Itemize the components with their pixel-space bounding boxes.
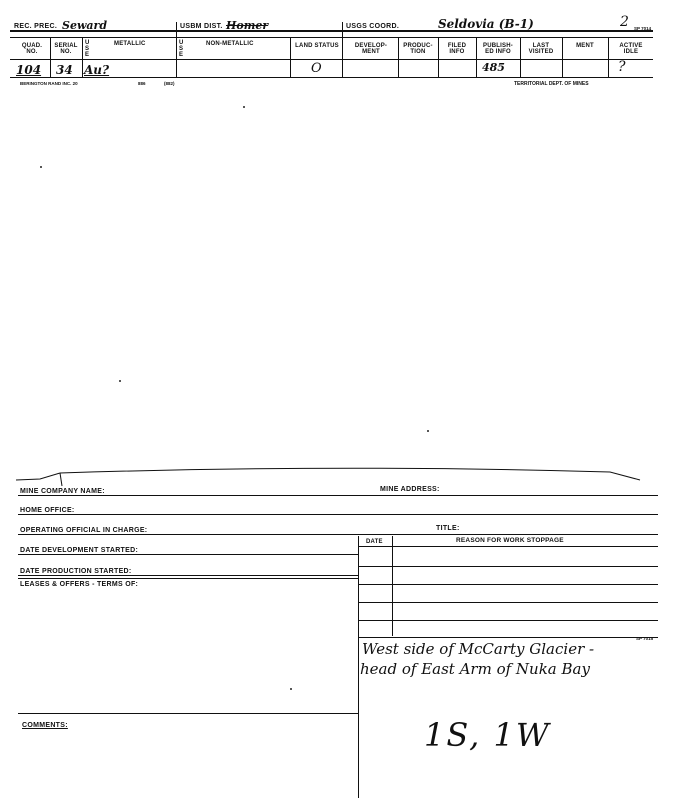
col-last-visited: LAST VISITED <box>528 43 554 55</box>
usbm-dist-label: USBM DIST. <box>180 23 223 30</box>
table-row-1 <box>358 566 658 567</box>
row-land-status: O <box>311 61 322 76</box>
speck <box>119 380 121 382</box>
col-use-2: U S E <box>179 40 184 58</box>
col-active-idle: ACTIVE IDLE <box>619 43 643 55</box>
speck <box>290 688 292 690</box>
rule-date-dev <box>18 554 358 555</box>
table-date-col <box>392 536 393 636</box>
home-office-label: HOME OFFICE: <box>20 507 75 514</box>
table-row-3 <box>358 602 658 603</box>
col-production: PRODUC- TION <box>403 43 433 55</box>
reason-column-header: REASON FOR WORK STOPPAGE <box>456 537 564 544</box>
operating-official-label: OPERATING OFFICIAL IN CHARGE: <box>20 527 148 534</box>
header-divider <box>10 37 653 38</box>
rule-leases <box>18 578 358 579</box>
card-number: 2 <box>620 14 629 30</box>
table-left-edge <box>358 536 359 798</box>
date-production-label: DATE PRODUCTION STARTED: <box>20 568 132 575</box>
top-footer-code-1: 886 <box>138 81 146 86</box>
table-row-4 <box>358 620 658 621</box>
township-range: 1S, 1W <box>424 716 551 754</box>
col-non-metallic: NON-METALLIC <box>206 41 254 47</box>
speck <box>427 430 429 432</box>
vrule-production <box>398 38 399 77</box>
col-development: DEVELOP- MENT <box>354 43 388 55</box>
col-serial-no: SERIAL NO. <box>54 43 78 55</box>
vrule-quad-serial <box>50 38 51 77</box>
date-development-label: DATE DEVELOPMENT STARTED: <box>20 547 139 554</box>
speck <box>40 166 42 168</box>
card-top-edge <box>0 466 678 490</box>
vrule-metallic-nonmetallic <box>176 22 177 77</box>
row-bottom-rule <box>10 77 653 78</box>
rule-home <box>18 514 658 515</box>
col-filed-info: FILED INFO <box>447 43 467 55</box>
title-label: TITLE: <box>436 525 460 532</box>
row-quad: 104 <box>16 63 42 77</box>
vrule-published <box>476 38 477 77</box>
vrule-usgs <box>342 22 343 77</box>
vrule-serial-metallic <box>82 38 83 77</box>
location-line-2: head of East Arm of Nuka Bay <box>360 660 590 678</box>
rec-prec-value: Seward <box>62 19 108 32</box>
top-footer-left: BERINGTON RAND INC. 20 <box>20 81 78 86</box>
table-row-2 <box>358 584 658 585</box>
date-column-header: DATE <box>366 539 383 545</box>
row-serial: 34 <box>56 63 73 77</box>
top-form-no: SP 7014 <box>634 26 652 31</box>
col-ment: MENT <box>576 43 594 49</box>
vrule-land-status <box>290 38 291 77</box>
rec-prec-label: REC. PREC. <box>14 23 58 30</box>
table-header-rule <box>358 546 658 547</box>
top-footer-code-2: (882) <box>164 81 175 86</box>
usgs-coord-label: USGS COORD. <box>346 23 400 30</box>
col-quad-no: QUAD. NO. <box>21 43 43 55</box>
leases-offers-label: LEASES & OFFERS - TERMS OF: <box>20 581 139 588</box>
row-published-info: 485 <box>482 61 505 74</box>
vrule-active <box>608 38 609 77</box>
rule-company <box>18 495 658 496</box>
row-metallic: Au? <box>84 63 110 77</box>
bottom-form-no: SP 7015 <box>636 636 654 641</box>
location-line-1: West side of McCarty Glacier - <box>362 640 595 658</box>
mine-address-label: MINE ADDRESS: <box>380 486 440 493</box>
mine-company-name-label: MINE COMPANY NAME: <box>20 488 105 495</box>
comments-label: COMMENTS: <box>22 722 68 729</box>
speck <box>243 106 245 108</box>
col-metallic: METALLIC <box>114 41 146 47</box>
usgs-coord-value: Seldovia (B-1) <box>438 17 534 31</box>
vrule-filed <box>438 38 439 77</box>
usbm-dist-value: Homer <box>226 19 269 32</box>
vrule-ment <box>562 38 563 77</box>
rule-comments <box>18 713 358 714</box>
column-divider <box>10 59 653 60</box>
col-land-status: LAND STATUS <box>295 43 339 49</box>
rule-operating <box>18 534 658 535</box>
col-published-info: PUBLISH- ED INFO <box>483 43 513 55</box>
top-footer-right: TERRITORIAL DEPT. OF MINES <box>514 81 589 87</box>
row-active-idle: ? <box>618 59 626 75</box>
col-use-1: U S E <box>85 40 90 58</box>
table-row-5 <box>358 637 658 638</box>
vrule-last-visited <box>520 38 521 77</box>
rule-date-prod <box>18 575 358 576</box>
